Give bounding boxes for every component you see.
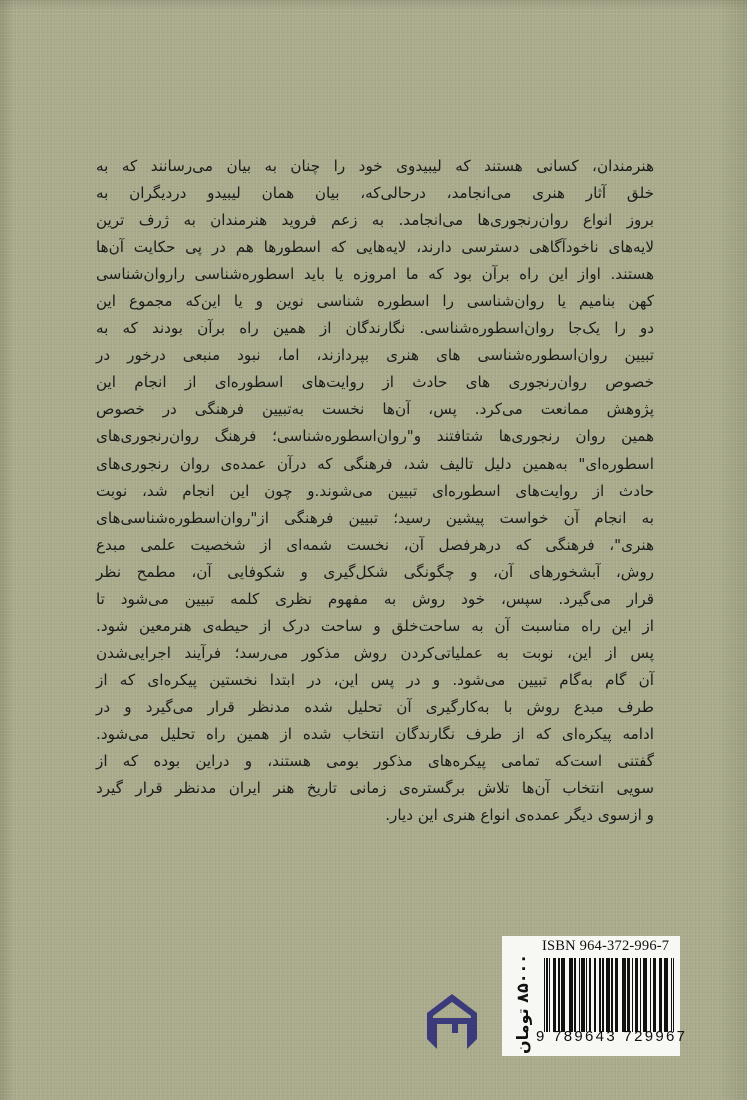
isbn-barcode — [502, 936, 688, 1056]
blurb-line: خلق آثار هنری می‌انجامد، درحالی‌که، بیان همان لیبیدو دردیگران به — [96, 184, 654, 203]
blurb-line: خصوص روان‌رنجوری های حادث از روایت‌های اسطوره‌ای از انجام این — [96, 373, 654, 392]
blurb-line: لایه‌های ناخودآگاهی دسترسی دارند، لایه‌هایی که اسطورها هم در پی حکایت آن‌ها — [96, 238, 654, 257]
blurb-line: پژوهش ممانعت می‌کرد. پس، آن‌ها نخست به‌تبیین فرهنگی در خصوص — [96, 400, 654, 419]
blurb-line: ادامه پیکره‌ای که از طرف نگارندگان انتخاب شده از همین راه تحلیل می‌شود. — [96, 724, 654, 743]
blurb-line: اسطوره‌ای" به‌همین دلیل تالیف شد، فرهنگی که درآن عمده‌ی روان رنجوری‌های — [96, 454, 654, 473]
blurb-line: به انجام آن خواست پیشین رسید؛ تبیین فرهنگی از"روان‌اسطوره‌شناسی‌های — [96, 508, 654, 527]
publisher-logo-icon — [422, 991, 482, 1055]
blurb-line: پس از این، نوبت به عملیاتی‌کردن روش مذکور می‌رسد؛ فرآیند اجرایی‌شدن — [96, 643, 654, 662]
blurb-line: بروز انواع روان‌رنجوری‌ها می‌انجامد. به زعم فروید هنرمندان به ژرف ترین — [96, 211, 654, 230]
blurb-line: کهن بنامیم یا روان‌شناسی را اسطوره شناسی نوین و یا این‌که مجموع این — [96, 292, 654, 311]
blurb-line: و ازسوی دیگر عمده‌ی انواع هنری این دیار. — [385, 806, 654, 825]
blurb-line: حادث از روایت‌های اسطوره‌ای تبیین می‌شوند.و چون این انجام شد، نوبت — [96, 481, 654, 500]
blurb-line: دو را یک‌جا روان‌اسطوره‌شناسی. نگارندگان از همین راه برآن بودند که به — [96, 319, 654, 338]
isbn-label: ISBN 964-372-996-7 — [542, 938, 670, 954]
blurb-line: سویی انتخاب آن‌ها تلاش برگستره‌ی زمانی تاریخ هنر ایران مدنظر قرار گیرد — [96, 779, 654, 798]
blurb-line: طرف مبدع روش با به‌کارگیری آن تحلیل شده مدنظر قرار می‌گیرد و در — [96, 697, 654, 716]
blurb-line: آن گام به‌گام تبیین می‌شود. و در پس این، در ابتدا نخستین پیکره‌ای که از — [96, 670, 654, 689]
blurb-line: قرار می‌گیرد. سپس، خود روش به مفهوم نظری کلمه تبیین می‌شود تا — [96, 589, 654, 608]
blurb-text — [96, 153, 654, 829]
blurb-line: همین روان رنجوری‌ها شتافتند و"روان‌اسطوره‌شناسی؛ فرهنگ روان‌رنجوری‌های — [96, 427, 654, 446]
price-label: ۸۵۰۰۰ تومان — [513, 953, 532, 1054]
blurb-line: روش، آبشخورهای آن، و چگونگی شکل‌گیری و شکوفایی آن، مطمح نظر — [96, 562, 654, 581]
blurb-line: تبیین روان‌اسطوره‌شناسی های هنری بپردازند، اما، نبود منبعی درخور در — [96, 346, 654, 365]
ean-digits: 9 789643 729967 — [536, 1028, 688, 1045]
blurb-line: هستند. اواز این راه برآن بود که ما امروزه یا باید اسطوره‌شناسی راروان‌شناسی — [96, 265, 654, 284]
blurb-line: هنری"، فرهنگی که درهرفصل آن، نخست شمه‌ای از شخصیت علمی مبدع — [96, 535, 654, 554]
blurb-line: از این راه مناسبت آن به ساحت‌خلق و ساحت درک از حیطه‌ی هنرمعین شود. — [96, 616, 654, 635]
barcode-bars — [544, 958, 676, 1032]
blurb-line: هنرمندان، کسانی هستند که لیبیدوی خود را چنان به بیان می‌رسانند که به — [96, 157, 654, 175]
blurb-line: گفتنی است‌که تمامی پیکره‌های مذکور بومی هستند، و دراین بوده که از — [96, 752, 654, 771]
